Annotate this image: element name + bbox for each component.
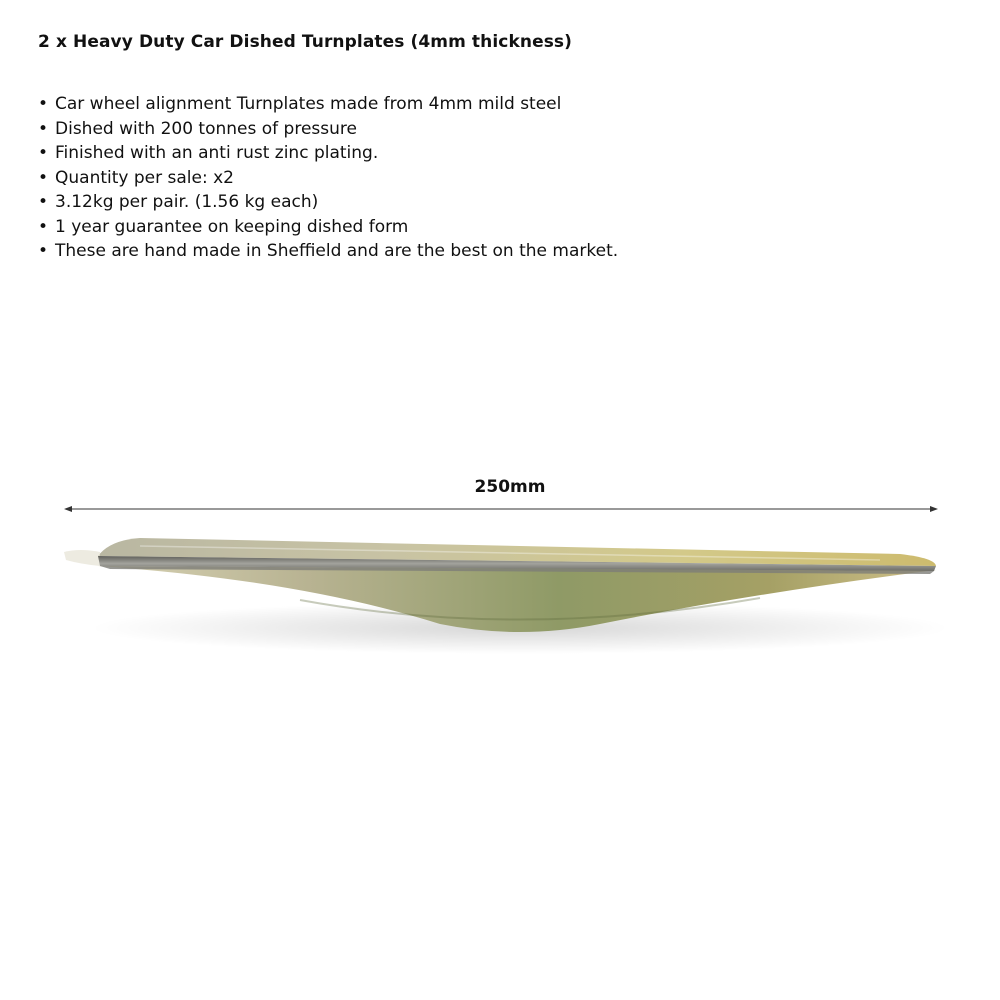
- dimension-arrow: [64, 506, 938, 512]
- dimension-label: 250mm: [474, 477, 546, 497]
- feature-item: • Dished with 200 tonnes of pressure: [38, 117, 618, 142]
- product-title: 2 x Heavy Duty Car Dished Turnplates (4mm thickness): [38, 32, 573, 52]
- feature-item: • 3.12kg per pair. (1.56 kg each): [38, 190, 618, 215]
- feature-item: • These are hand made in Sheffield and are the best on the market.: [38, 239, 618, 264]
- feature-item: • 1 year guarantee on keeping dished form: [38, 215, 618, 240]
- feature-item: • Finished with an anti rust zinc plating.: [38, 141, 618, 166]
- feature-item: • Quantity per sale: x2: [38, 166, 618, 191]
- feature-item: • Car wheel alignment Turnplates made from 4mm mild steel: [38, 92, 618, 117]
